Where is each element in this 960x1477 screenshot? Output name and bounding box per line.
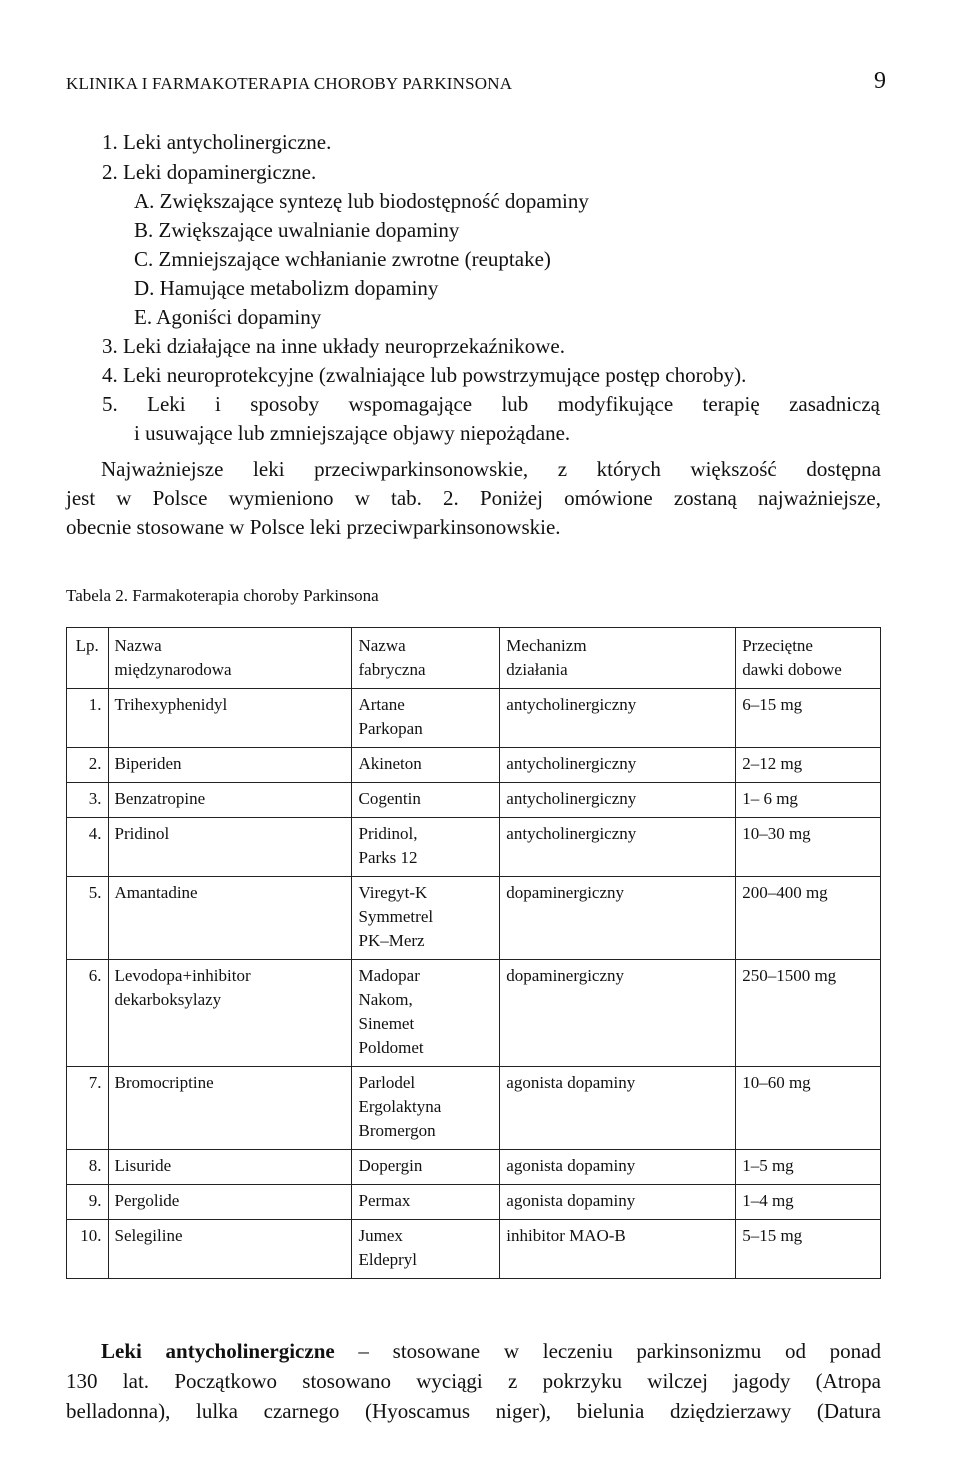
cell-mechanism: agonista dopaminy [500,1067,736,1150]
list-item: D. Hamujące metabolizm dopaminy [134,276,439,300]
cell-international-name: Trihexyphenidyl [108,689,352,748]
table-header-row [67,628,881,689]
cell-mechanism: antycholinergiczny [500,783,736,818]
cell-daily-dose: 1–4 mg [736,1185,881,1220]
cell-brand-name: Artane Parkopan [352,689,500,748]
header-daily-dose: Przeciętne dawki dobowe [736,628,881,689]
table-row [67,1220,881,1279]
cell-international-name: Levodopa+inhibitor dekarboksylazy [108,960,352,1067]
cell-mechanism: agonista dopaminy [500,1185,736,1220]
table-row [67,748,881,783]
cell-international-name: Lisuride [108,1150,352,1185]
cell-lp: 5. [67,877,109,960]
cell-lp: 4. [67,818,109,877]
cell-lp: 9. [67,1185,109,1220]
header-brand-name: Nazwa fabryczna [352,628,500,689]
list-item: 4. Leki neuroprotekcyjne (zwalniające lub powstrzymujące postęp choroby). [102,363,747,387]
cell-mechanism: antycholinergiczny [500,818,736,877]
cell-mechanism: antycholinergiczny [500,748,736,783]
cell-daily-dose: 2–12 mg [736,748,881,783]
list-item: 2. Leki dopaminergiczne. [102,160,317,184]
paragraph-line: Najważniejsze leki przeciwparkinsonowskie, z których większość dostępna [101,457,881,481]
cell-daily-dose: 1– 6 mg [736,783,881,818]
cell-daily-dose: 10–30 mg [736,818,881,877]
cell-brand-name: Jumex Eldepryl [352,1220,500,1279]
header-international-name: Nazwa międzynarodowa [108,628,352,689]
cell-brand-name: Viregyt-K Symmetrel PK–Merz [352,877,500,960]
list-item: 5. Leki i sposoby wspomagające lub modyfikujące terapię zasadniczą [102,392,880,416]
cell-mechanism: dopaminergiczny [500,960,736,1067]
table-row [67,1067,881,1150]
body-text [66,1336,881,1426]
cell-daily-dose: 5–15 mg [736,1220,881,1279]
running-header [66,68,886,98]
cell-brand-name: Cogentin [352,783,500,818]
cell-brand-name: Pridinol, Parks 12 [352,818,500,877]
header-mechanism: Mechanizm działania [500,628,736,689]
cell-lp: 7. [67,1067,109,1150]
paragraph-line: Leki antycholinergiczne – stosowane w leczeniu parkinsonizmu od ponad [101,1339,881,1363]
table-row [67,818,881,877]
cell-brand-name: Akineton [352,748,500,783]
cell-daily-dose: 200–400 mg [736,877,881,960]
cell-international-name: Amantadine [108,877,352,960]
cell-lp: 3. [67,783,109,818]
cell-international-name: Bromocriptine [108,1067,352,1150]
cell-lp: 2. [67,748,109,783]
cell-international-name: Benzatropine [108,783,352,818]
paragraph-line: belladonna), lulka czarnego (Hyoscamus niger), bielunia dziędzierzawy (Datura [66,1399,881,1423]
table-body [67,689,881,1279]
cell-international-name: Selegiline [108,1220,352,1279]
cell-mechanism: antycholinergiczny [500,689,736,748]
cell-daily-dose: 1–5 mg [736,1150,881,1185]
table-row [67,1185,881,1220]
table-row [67,1150,881,1185]
list-item: 1. Leki antycholinergiczne. [102,130,332,154]
bold-term: Leki antycholinergiczne [101,1339,335,1363]
list-item: 3. Leki działające na inne układy neuroprzekaźnikowe. [102,334,565,358]
paragraph-line: jest w Polsce wymieniono w tab. 2. Poniżej omówione zostaną najważniejsze, [66,486,881,510]
list-item-continuation: i usuwające lub zmniejszające objawy niepożądane. [134,421,571,445]
cell-lp: 8. [67,1150,109,1185]
table-caption: Tabela 2. Farmakoterapia choroby Parkinsona [66,586,379,605]
cell-lp: 1. [67,689,109,748]
cell-lp: 10. [67,1220,109,1279]
cell-mechanism: agonista dopaminy [500,1150,736,1185]
table-row [67,877,881,960]
cell-brand-name: Permax [352,1185,500,1220]
paragraph-line: 130 lat. Początkowo stosowano wyciągi z pokrzyku wilczej jagody (Atropa [66,1369,881,1393]
list-item: B. Zwiększające uwalnianie dopaminy [134,218,460,242]
cell-international-name: Pridinol [108,818,352,877]
cell-mechanism: inhibitor MAO-B [500,1220,736,1279]
cell-lp: 6. [67,960,109,1067]
paragraph-line: obecnie stosowane w Polsce leki przeciwparkinsonowskie. [66,515,561,539]
cell-daily-dose: 250–1500 mg [736,960,881,1067]
list-item: A. Zwiększające syntezę lub biodostępność dopaminy [134,189,589,213]
intro-paragraph [66,455,881,542]
header-lp: Lp. [67,628,109,689]
cell-brand-name: Parlodel Ergolaktyna Bromergon [352,1067,500,1150]
header-title: KLINIKA I FARMAKOTERAPIA CHOROBY PARKINSONA [66,74,513,93]
drug-table [66,627,881,1279]
cell-daily-dose: 10–60 mg [736,1067,881,1150]
page-number: 9 [874,68,886,94]
cell-mechanism: dopaminergiczny [500,877,736,960]
list-item: E. Agoniści dopaminy [134,305,322,329]
cell-international-name: Pergolide [108,1185,352,1220]
table-row [67,960,881,1067]
cell-daily-dose: 6–15 mg [736,689,881,748]
table-row [67,783,881,818]
list-item: C. Zmniejszające wchłanianie zwrotne (reuptake) [134,247,551,271]
table-row [67,689,881,748]
cell-brand-name: Dopergin [352,1150,500,1185]
cell-brand-name: Madopar Nakom, Sinemet Poldomet [352,960,500,1067]
cell-international-name: Biperiden [108,748,352,783]
